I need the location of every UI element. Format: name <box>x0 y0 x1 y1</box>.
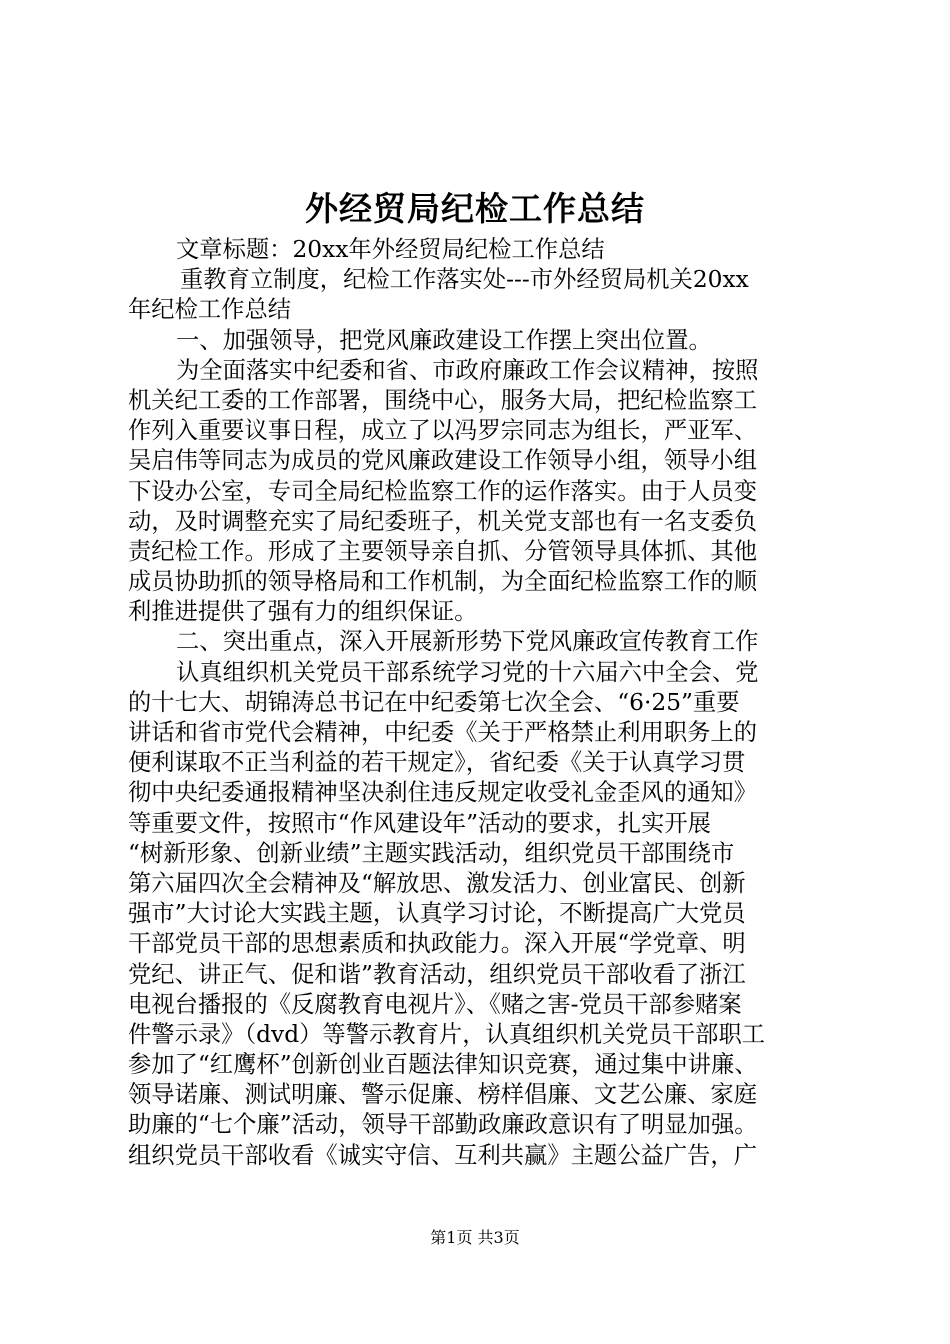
paragraph-line: 等重要文件，按照市“作风建设年”活动的要求，扎实开展 <box>128 809 711 837</box>
section-heading-1: 一、加强领导，把党风廉政建设工作摆上突出位置。 <box>176 326 712 354</box>
paragraph-line: 领导诺廉、测试明廉、警示促廉、榜样倡廉、文艺公廉、家庭 <box>128 1081 758 1109</box>
paragraph-line: 件警示录》（dvd）等警示教育片，认真组织机关党员干部职工 <box>128 1020 766 1048</box>
document-body <box>128 235 832 1171</box>
paragraph-line: 动，及时调整充实了局纪委班子，机关党支部也有一名支委负 <box>128 507 758 535</box>
paragraph-line: 第六届四次全会精神及“解放思、激发活力、创业富民、创新 <box>128 869 746 897</box>
paragraph-line: 作列入重要议事日程，成立了以冯罗宗同志为组长，严亚军、 <box>128 417 758 445</box>
paragraph-line: 助廉的“七个廉”活动，领导干部勤政廉政意识有了明显加强。 <box>128 1111 758 1139</box>
paragraph-line: 成员协助抓的领导格局和工作机制，为全面纪检监察工作的顺 <box>128 568 758 596</box>
paragraph-line: 下设办公室，专司全局纪检监察工作的运作落实。由于人员变 <box>128 477 758 505</box>
paragraph-line: 讲话和省市党代会精神，中纪委《关于严格禁止利用职务上的 <box>128 719 758 746</box>
paragraph-line: 参加了“红鹰杯”创新创业百题法律知识竞赛，通过集中讲廉、 <box>128 1051 758 1079</box>
paragraph-line: 吴启伟等同志为成员的党风廉政建设工作领导小组，领导小组 <box>128 447 758 475</box>
section-heading-2: 二、突出重点，深入开展新形势下党风廉政宣传教育工作 <box>176 628 759 656</box>
document-title: 外经贸局纪检工作总结 <box>305 189 645 228</box>
paragraph-line: 组织党员干部收看《诚实守信、互利共赢》主题公益广告，广 <box>128 1141 758 1169</box>
subtitle-line: 重教育立制度，纪检工作落实处---市外经贸局机关20xx <box>180 266 749 294</box>
page-indicator: 第1页 共3页 <box>430 1228 520 1247</box>
paragraph-line: 为全面落实中纪委和省、市政府廉政工作会议精神，按照 <box>176 356 759 384</box>
paragraph-line: 认真组织机关党员干部系统学习党的十六届六中全会、党 <box>176 658 759 686</box>
paragraph-line: 电视台播报的《反腐教育电视片》、《赌之害-党员干部参赌案 <box>128 990 742 1018</box>
paragraph-line: 党纪、讲正气、促和谐”教育活动，组织党员干部收看了浙江 <box>128 960 746 988</box>
paragraph-line: 便利谋取不正当利益的若干规定》，省纪委《关于认真学习贯 <box>128 749 746 777</box>
subtitle-line-continued: 年纪检工作总结 <box>128 296 292 324</box>
paragraph-line: 强市”大讨论大实践主题，认真学习讨论，不断提高广大党员 <box>128 900 746 928</box>
paragraph-line: 责纪检工作。形成了主要领导亲自抓、分管领导具体抓、其他 <box>128 537 758 565</box>
paragraph-line: 的十七大、胡锦涛总书记在中纪委第七次全会、“6·25”重要 <box>128 688 740 716</box>
paragraph-line: “树新形象、创新业绩”主题实践活动，组织党员干部围绕市 <box>128 839 735 867</box>
article-title-line: 文章标题：20xx年外经贸局纪检工作总结 <box>176 236 605 263</box>
paragraph-line: 彻中央纪委通报精神坚决刹住违反规定收受礼金歪风的通知》 <box>128 779 758 807</box>
paragraph-line: 机关纪工委的工作部署，围绕中心，服务大局，把纪检监察工 <box>128 386 758 414</box>
paragraph-line: 利推进提供了强有力的组织保证。 <box>128 598 478 626</box>
page-footer <box>0 1226 950 1250</box>
paragraph-line: 干部党员干部的思想素质和执政能力。深入开展“学党章、明 <box>128 930 746 958</box>
